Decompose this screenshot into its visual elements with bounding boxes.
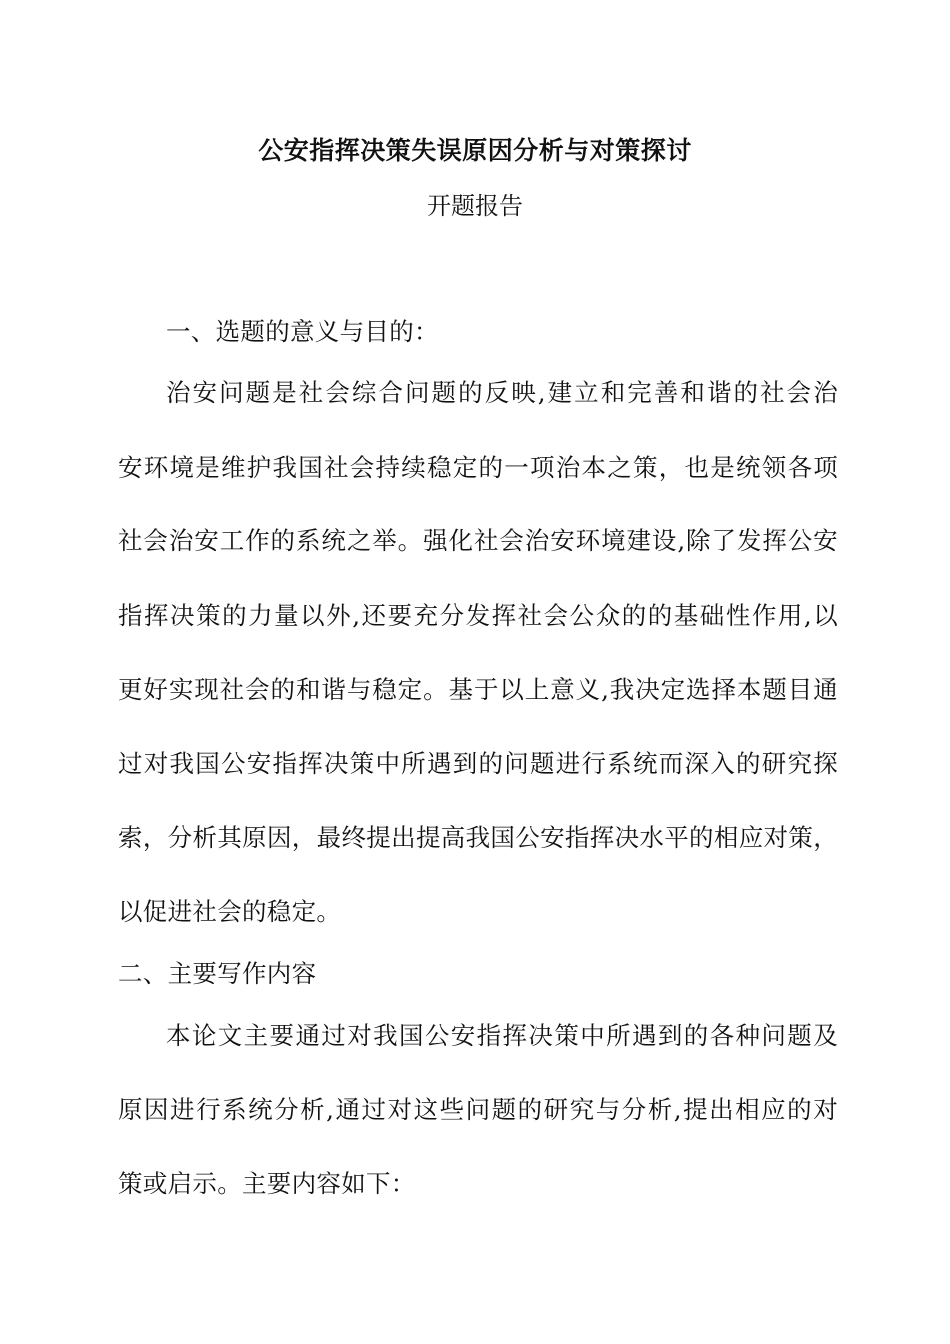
paragraph-line: 过对我国公安指挥决策中所遇到的问题进行系统而深入的研究探	[118, 749, 838, 778]
paragraph-line: 原因进行系统分析,通过对这些问题的研究与分析,提出相应的对	[118, 1095, 838, 1124]
paragraph-line: 治安问题是社会综合问题的反映,建立和完善和谐的社会治	[166, 378, 838, 407]
paragraph-line: 更好实现社会的和谐与稳定。基于以上意义,我决定选择本题目通	[118, 675, 838, 704]
paragraph-line: 本论文主要通过对我国公安指挥决策中所遇到的各种问题及	[166, 1021, 838, 1050]
document-title: 公安指挥决策失误原因分析与对策探讨	[258, 136, 692, 165]
paragraph-line: 安环境是维护我国社会持续稳定的一项治本之策，也是统领各项	[118, 453, 838, 482]
paragraph-line: 策或启示。主要内容如下：	[118, 1169, 416, 1198]
paragraph-line: 索，分析其原因，最终提出提高我国公安指挥决水平的相应对策，	[118, 823, 838, 852]
section-2-heading: 二、主要写作内容	[118, 959, 317, 988]
paragraph-line: 社会治安工作的系统之举。强化社会治安环境建设,除了发挥公安	[118, 526, 838, 555]
document-subtitle: 开题报告	[427, 192, 523, 220]
paragraph-line: 指挥决策的力量以外,还要充分发挥社会公众的的基础性作用,以	[118, 601, 838, 630]
section-1-heading: 一、选题的意义与目的：	[166, 317, 439, 346]
paragraph-line: 以促进社会的稳定。	[118, 897, 342, 926]
